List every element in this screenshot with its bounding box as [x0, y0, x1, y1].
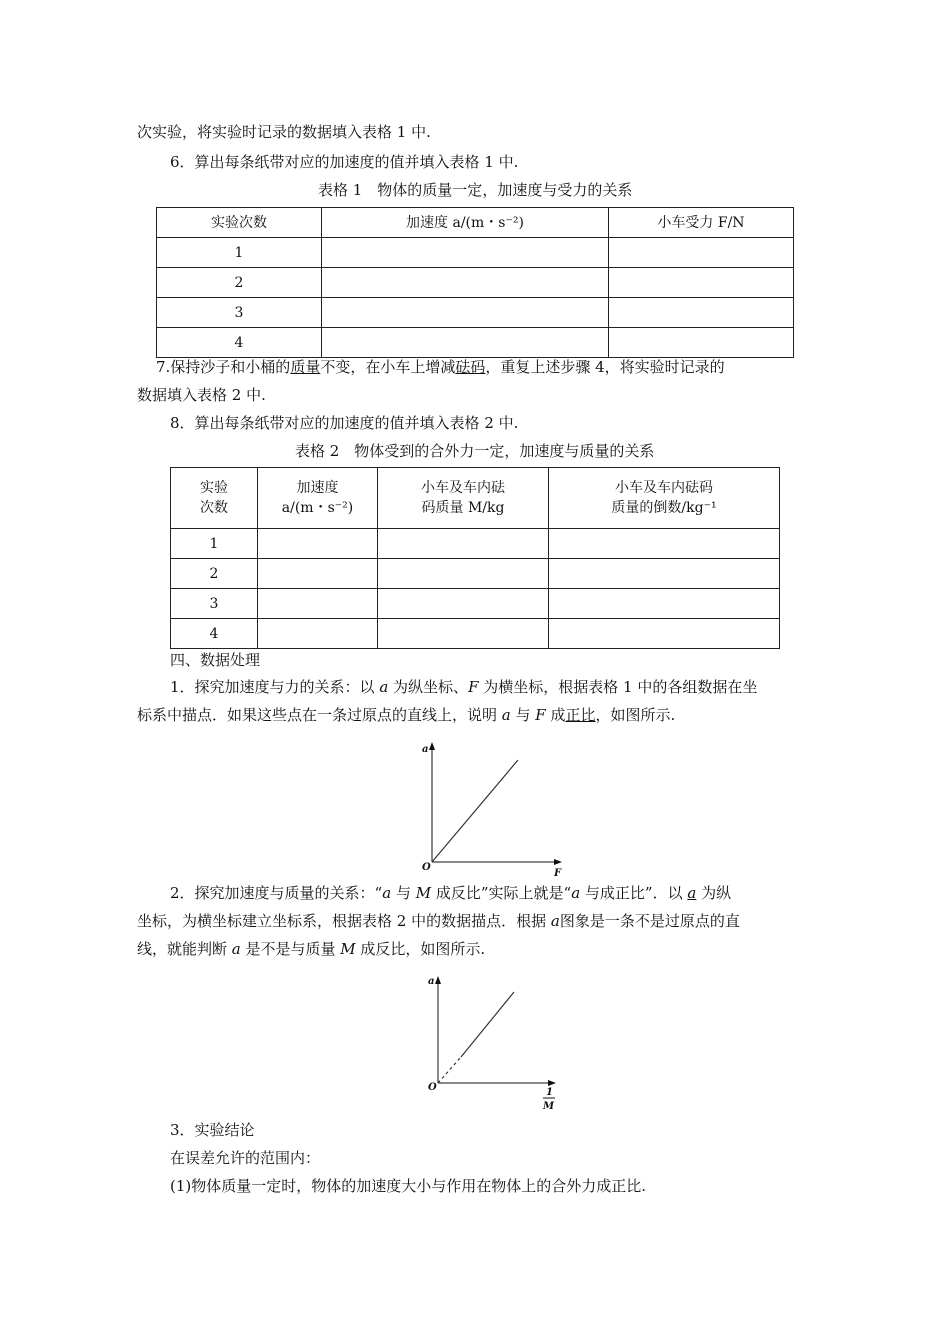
math-var: a [501, 706, 511, 724]
math-var: M [340, 940, 356, 958]
table2-cell [378, 619, 549, 649]
table2-caption: 表格 2 物体受到的合外力一定，加速度与质量的关系 [295, 442, 655, 460]
paragraph-continuation: 次实验，将实验时记录的数据填入表格 1 中. [137, 123, 431, 141]
table1-cell [322, 328, 609, 358]
header-line: 实验 [200, 480, 228, 496]
step-7 [156, 357, 725, 377]
text-run: 是不是与质量 [240, 940, 341, 958]
table1-cell: 4 [157, 328, 322, 358]
text-run: ，重复上述步骤 4，将实验时记录的 [485, 358, 725, 376]
table1-header: 加速度 a/(m・s⁻²) [322, 208, 609, 238]
text-run: 不变，在小车上增减 [320, 358, 456, 376]
text-run: 为纵 [696, 884, 732, 902]
math-var: a [571, 884, 581, 902]
extrapolated-line [438, 1057, 461, 1083]
table1-caption: 表格 1 物体的质量一定，加速度与受力的关系 [318, 181, 633, 199]
text-run: 坐标，为横坐标建立坐标系，根据表格 2 中的数据描点．根据 [137, 912, 551, 930]
step-8: 8．算出每条纸带对应的加速度的值并填入表格 2 中. [170, 414, 519, 432]
math-var: a [382, 884, 392, 902]
graph-a-vs-F [420, 738, 570, 880]
text-run: 图象是一条不是过原点的直 [559, 912, 740, 930]
underlined-term: 正比 [565, 706, 596, 724]
math-var: a [687, 884, 697, 902]
text-run: 1．探究加速度与力的关系：以 [170, 678, 380, 696]
header-line: 质量的倒数/kg⁻¹ [611, 500, 717, 516]
table2-cell [258, 559, 378, 589]
text-run: 与 [510, 706, 536, 724]
math-var: F [535, 706, 546, 724]
table-2 [170, 467, 780, 649]
table1-cell [609, 268, 794, 298]
header-line: 小车及车内砝码 [615, 480, 713, 496]
table2-cell [549, 529, 780, 559]
conclusion-1: (1)物体质量一定时，物体的加速度大小与作用在物体上的合外力成正比. [170, 1177, 647, 1195]
y-axis-label: a [422, 744, 429, 755]
table2-cell [549, 559, 780, 589]
table-1 [156, 207, 794, 358]
math-var: a [550, 912, 560, 930]
table2-cell [378, 559, 549, 589]
table2-cell [258, 529, 378, 559]
y-axis-label: a [428, 976, 435, 987]
table2-cell [549, 619, 780, 649]
table2-header [258, 468, 378, 529]
text-run: 2．探究加速度与质量的关系：“ [170, 884, 383, 902]
table2-cell: 1 [171, 529, 258, 559]
table2-header [378, 468, 549, 529]
origin-label: O [422, 862, 431, 873]
table2-header [549, 468, 780, 529]
item-4-2 [170, 883, 731, 903]
text-run: 线，就能判断 [137, 940, 232, 958]
table2-cell [258, 619, 378, 649]
header-line: a/(m・s⁻²) [281, 500, 354, 516]
x-axis-arrow-icon [554, 859, 562, 865]
item-4-1-cont [137, 705, 675, 725]
y-axis-arrow-icon [435, 976, 441, 984]
text-run: 成 [545, 706, 566, 724]
text-run: 与成正比”．以 [580, 884, 688, 902]
header-line: 小车及车内砝 [421, 480, 505, 496]
text-run: 7.保持沙子和小桶的 [156, 358, 291, 376]
math-var: a [231, 940, 241, 958]
table1-header: 小车受力 F/N [609, 208, 794, 238]
text-run: 成反比，如图所示. [355, 940, 486, 958]
x-axis-label: F [554, 868, 562, 879]
table2-header [171, 468, 258, 529]
header-line: 码质量 M/kg [421, 500, 505, 516]
math-var: a [379, 678, 389, 696]
table2-cell [549, 589, 780, 619]
table2-cell [378, 589, 549, 619]
table1-cell [609, 328, 794, 358]
conclusion-intro: 在误差允许的范围内： [170, 1149, 321, 1167]
item-4-2-cont2 [137, 939, 485, 959]
origin-label: O [428, 1082, 437, 1093]
math-var: M [415, 884, 432, 902]
text-run: ，如图所示. [595, 706, 676, 724]
text-run: 标系中描点．如果这些点在一条过原点的直线上，说明 [137, 706, 502, 724]
section-heading: 四、数据处理 [170, 651, 261, 669]
text-run: 为纵坐标、 [388, 678, 469, 696]
table2-cell [258, 589, 378, 619]
table1-cell: 1 [157, 238, 322, 268]
x-axis-label-denominator: M [543, 1101, 555, 1112]
header-line: 加速度 [296, 480, 339, 496]
graph-a-vs-inverse-M [424, 970, 574, 1112]
x-axis-label-numerator: 1 [546, 1087, 553, 1098]
table2-cell: 4 [171, 619, 258, 649]
x-axis-arrow-icon [548, 1080, 556, 1086]
table1-cell: 3 [157, 298, 322, 328]
table2-cell: 2 [171, 559, 258, 589]
proportional-line [461, 992, 514, 1057]
table2-cell: 3 [171, 589, 258, 619]
text-run: 成反比”实际上就是“ [431, 884, 572, 902]
step-7-cont: 数据填入表格 2 中. [137, 386, 266, 404]
item-4-1 [170, 677, 757, 697]
table1-header: 实验次数 [157, 208, 322, 238]
header-line: 次数 [200, 500, 228, 516]
proportional-line [432, 760, 518, 862]
item-4-2-cont [137, 911, 740, 931]
table1-cell [609, 238, 794, 268]
item-4-3: 3．实验结论 [170, 1121, 255, 1139]
text-run: 与 [391, 884, 416, 902]
table1-cell [322, 298, 609, 328]
table1-cell [609, 298, 794, 328]
table2-cell [378, 529, 549, 559]
table1-cell: 2 [157, 268, 322, 298]
underlined-term: 质量 [290, 358, 321, 376]
y-axis-arrow-icon [429, 742, 435, 750]
table1-cell [322, 238, 609, 268]
step-6: 6．算出每条纸带对应的加速度的值并填入表格 1 中. [170, 153, 519, 171]
underlined-term: 砝码 [455, 358, 486, 376]
text-run: 为横坐标，根据表格 1 中的各组数据在坐 [478, 678, 758, 696]
table1-cell [322, 268, 609, 298]
math-var: F [468, 678, 479, 696]
